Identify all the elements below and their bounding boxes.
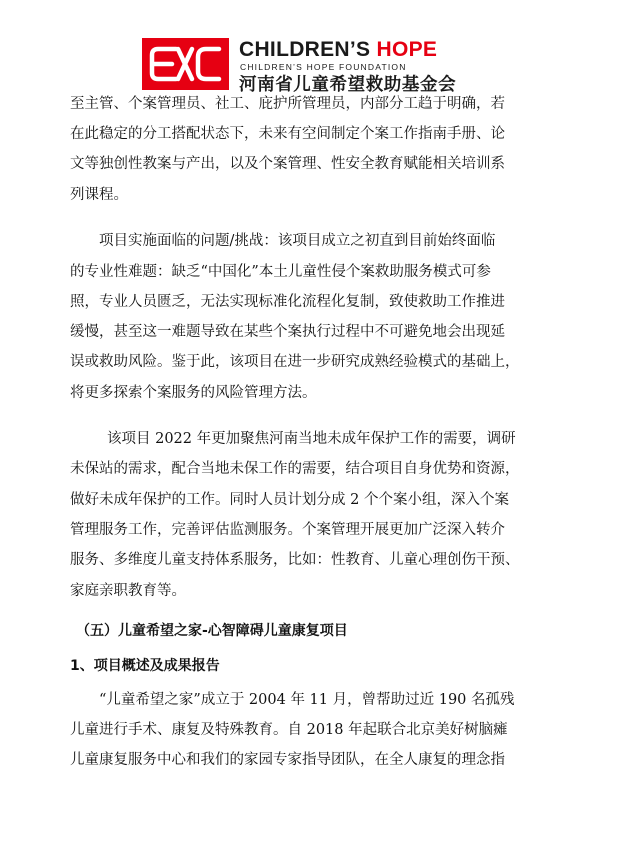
paragraph-line: 误或救助风险。鉴于此，该项目在进一步研究成熟经验模式的基础上， <box>70 354 520 370</box>
paragraph-line: 项目实施面临的问题/挑战：该项目成立之初直到目前始终面临 <box>99 233 496 249</box>
paragraph-line: 至主管、个案管理员、社工、庇护所管理员，内部分工趋于明确，若 <box>70 96 505 112</box>
ec-logo-icon <box>142 38 229 90</box>
brand-english-name <box>239 38 437 62</box>
paragraph-line: 服务、多维度儿童支持体系服务，比如：性教育、儿童心理创伤干预、 <box>70 552 520 568</box>
paragraph-line: 将更多探索个案服务的风险管理方法。 <box>70 385 317 401</box>
paragraph-line: 儿童进行手术、康复及特殊教育。自 2018 年起联合北京美好树脑瘫 <box>70 722 508 738</box>
page-header <box>142 38 457 95</box>
brand-chinese-name: 河南省儿童希望救助基金会 <box>239 75 457 95</box>
subsection-heading: 1、项目概述及成果报告 <box>70 658 220 674</box>
brand-foundation-subtitle: CHILDREN’S HOPE FOUNDATION <box>240 62 407 72</box>
paragraph-line: 未保站的需求，配合当地未保工作的需要，结合项目自身优势和资源， <box>70 461 520 477</box>
paragraph-line: 照，专业人员匮乏，无法实现标准化流程化复制，致使救助工作推进 <box>70 294 505 310</box>
section-heading: （五）儿童希望之家-心智障碍儿童康复项目 <box>76 623 348 639</box>
paragraph-line: 在此稳定的分工搭配状态下，未来有空间制定个案工作指南手册、论 <box>70 126 505 142</box>
paragraph-line: 儿童康复服务中心和我们的家园专家指导团队，在全人康复的理念指 <box>70 752 505 768</box>
paragraph-line: 的专业性难题：缺乏“中国化”本土儿童性侵个案救助服务模式可参 <box>70 264 491 280</box>
paragraph-line: 文等独创性教案与产出，以及个案管理、性安全教育赋能相关培训系 <box>70 156 505 172</box>
brand-english-children: CHILDREN’S <box>239 38 377 61</box>
paragraph-line: 做好未成年保护的工作。同时人员计划分成 2 个个案小组，深入个案 <box>70 492 509 508</box>
paragraph-line: 管理服务工作，完善评估监测服务。个案管理开展更加广泛深入转介 <box>70 522 505 538</box>
paragraph-line: “儿童希望之家”成立于 2004 年 11 月，曾帮助过近 190 名孤残 <box>99 692 515 708</box>
paragraph-line: 该项目 2022 年更加聚焦河南当地未成年保护工作的需要，调研 <box>107 431 516 447</box>
paragraph-line: 缓慢，甚至这一难题导致在某些个案执行过程中不可避免地会出现延 <box>70 324 505 340</box>
paragraph-line: 列课程。 <box>70 187 128 203</box>
children-hope-logo-mark <box>142 38 229 90</box>
brand-english-hope: HOPE <box>376 38 438 61</box>
paragraph-line: 家庭亲职教育等。 <box>70 583 186 599</box>
